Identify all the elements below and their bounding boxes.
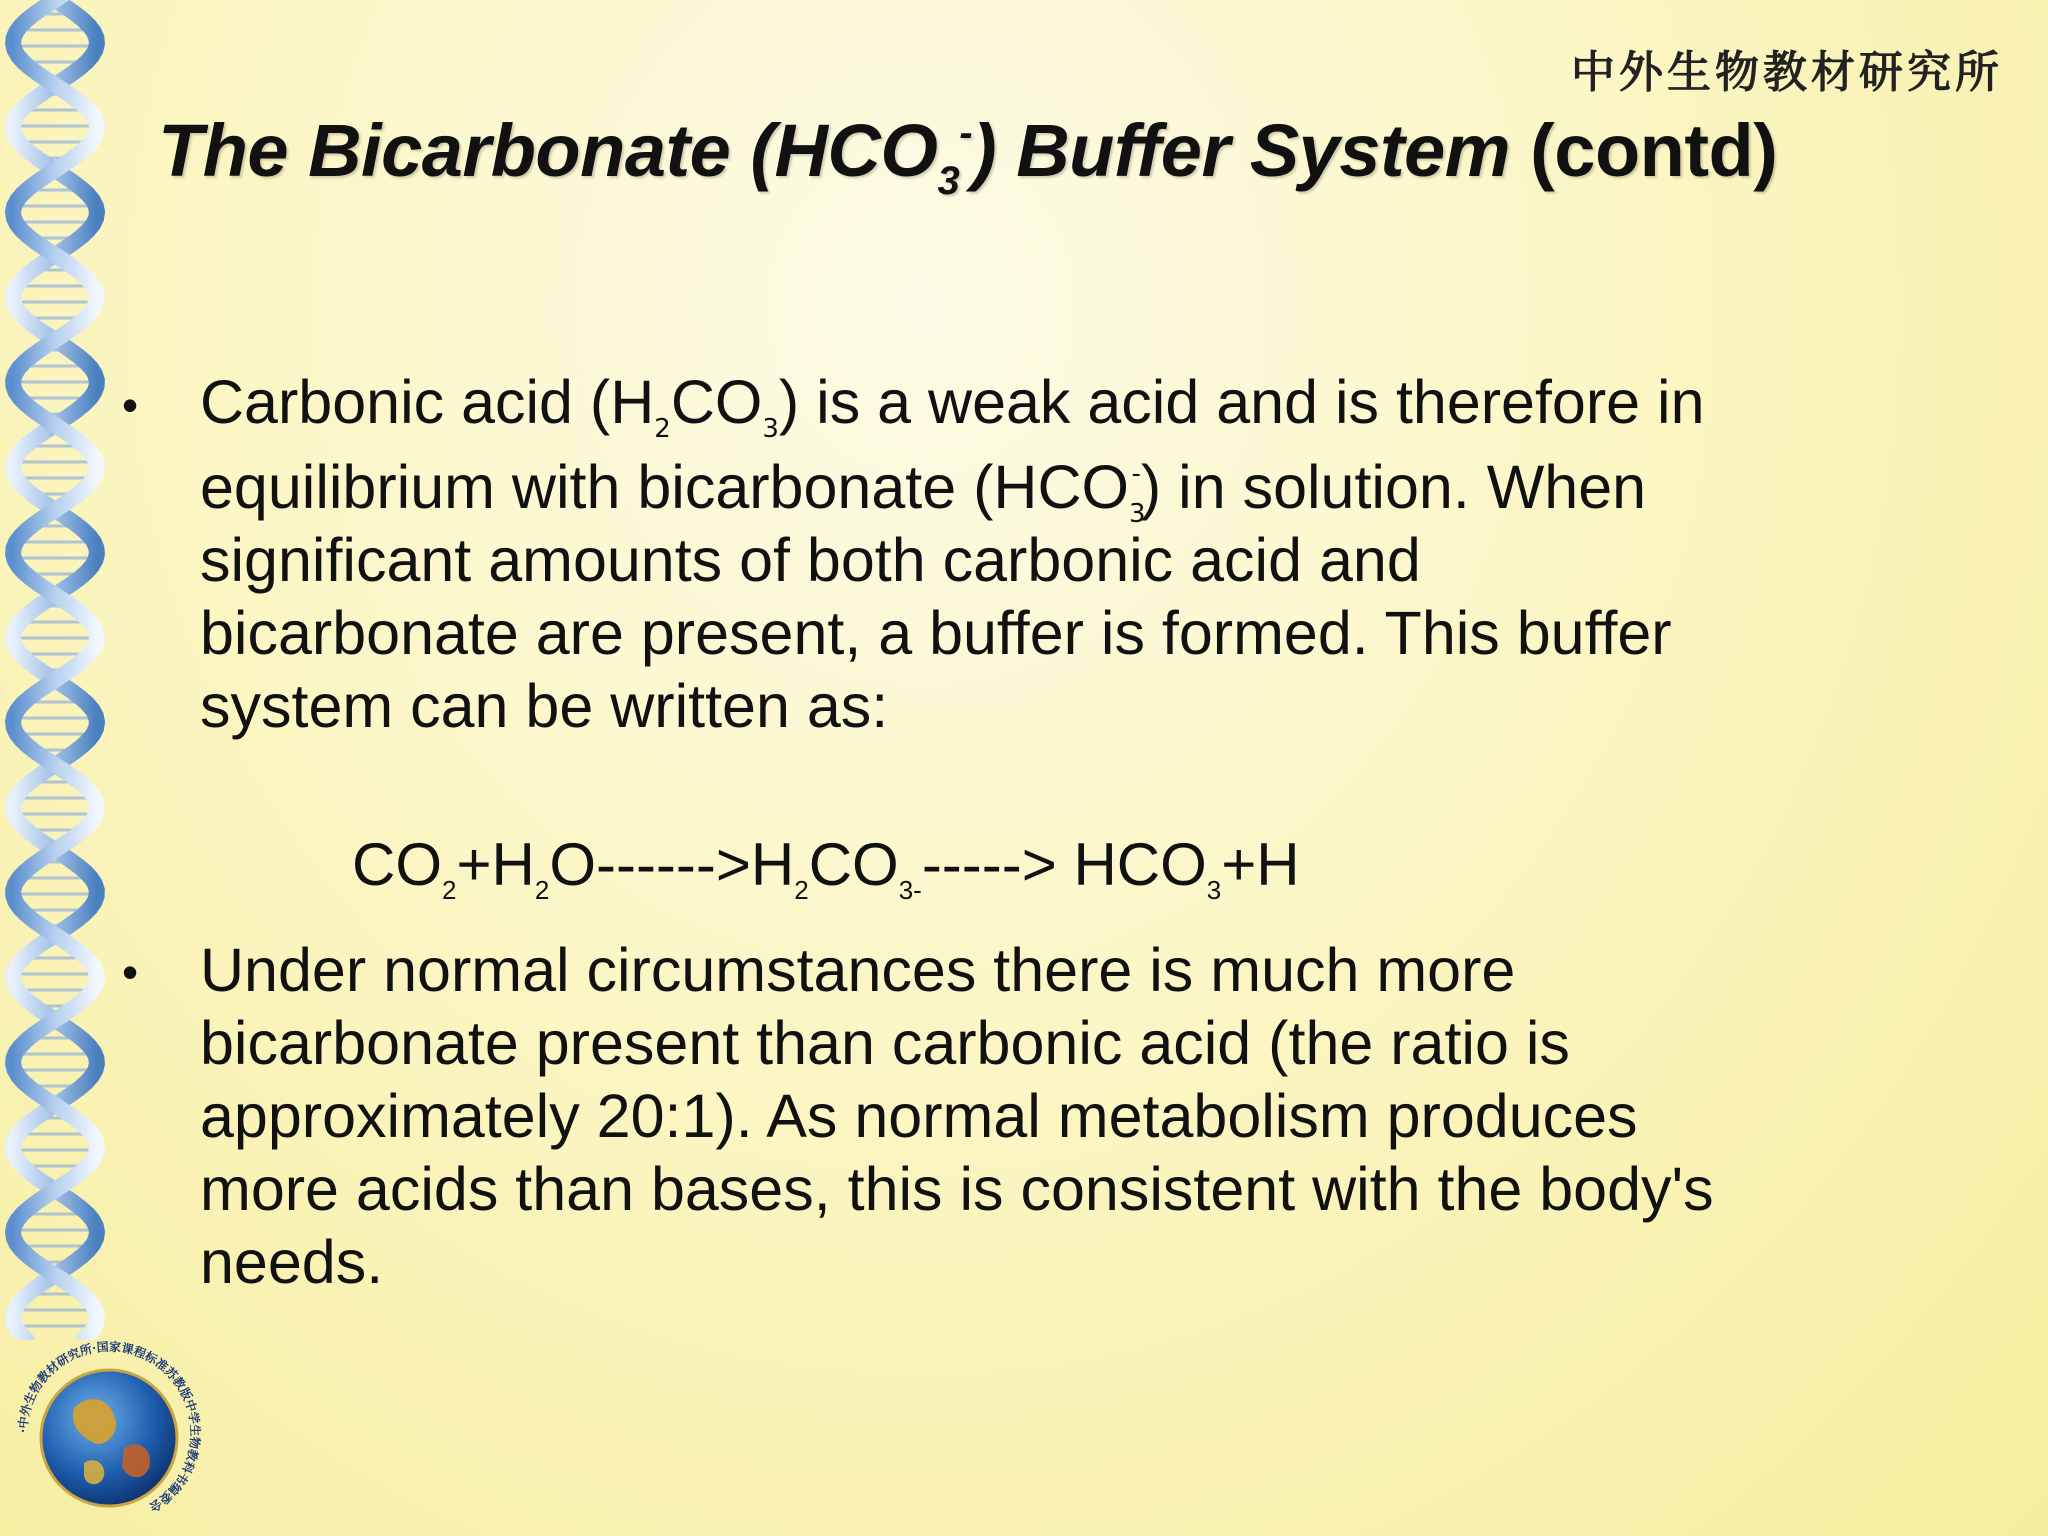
bullet-1-line-1 — [200, 366, 1920, 444]
text-run: ) in solution. When — [1140, 453, 1647, 521]
text-run: ) is a weak acid and is therefore in — [778, 368, 1705, 436]
institute-globe-logo — [14, 1338, 204, 1528]
subscript: 2 — [654, 414, 671, 444]
bullet-1-line-3: significant amounts of both carbonic acid and — [200, 526, 1421, 594]
eq-part: -----> HCO — [921, 831, 1207, 898]
title-subscript: 3 — [937, 159, 960, 203]
text-run: equilibrium with bicarbonate (HCO — [200, 453, 1129, 521]
eq-subscript: 3 — [1206, 875, 1222, 905]
title-superscript: - — [959, 111, 973, 155]
slide-title — [158, 108, 1778, 203]
eq-part: CO — [352, 831, 442, 898]
title-plain-part: (contd) — [1530, 109, 1778, 192]
subscript: 3 — [1128, 499, 1146, 529]
eq-subscript: 2 — [534, 875, 550, 905]
bullet-2-line-3: approximately 20:1). As normal metabolism produces — [200, 1082, 1638, 1150]
logo-ring-text: ·中外生物教材研究所·国家课程标准苏教版中学生物教科书编委会 — [15, 1339, 203, 1515]
title-italic-part: The Bicarbonate (HCO — [158, 109, 938, 192]
eq-subscript: 3- — [898, 875, 922, 905]
text-run: Carbonic acid (H — [200, 368, 655, 436]
superscript: - — [1131, 459, 1141, 489]
bullet-2-line-4: more acids than bases, this is consistent with the body's — [200, 1155, 1714, 1223]
eq-part: O------>H — [549, 831, 795, 898]
eq-subscript: 2 — [794, 875, 809, 905]
eq-part: CO — [808, 831, 899, 898]
bullet-2-line-2: bicarbonate present than carbonic acid (the ratio is — [200, 1009, 1570, 1077]
title-italic-part-2: ) Buffer System — [972, 109, 1511, 192]
eq-part: +H — [456, 831, 535, 898]
buffer-equation — [352, 830, 1300, 905]
text-run: CO — [670, 368, 763, 436]
bullet-1-line-4: bicarbonate are present, a buffer is formed. This buffer — [200, 599, 1672, 667]
dna-helix-decoration — [0, 0, 120, 1340]
bullet-2-line-5: needs. — [200, 1228, 384, 1296]
subscript: 3 — [762, 414, 779, 444]
bullet-paragraph-1 — [200, 366, 1920, 743]
bullet-1-line-2 — [200, 451, 1920, 529]
bullet-2-line-1: Under normal circumstances there is much more — [200, 936, 1516, 1004]
institute-header: 中外生物教材研究所 — [1571, 47, 2003, 98]
bullet-marker-1: • — [122, 379, 139, 431]
bullet-marker-2: • — [122, 946, 139, 998]
bullet-paragraph-2 — [200, 934, 1920, 1299]
eq-part: +H — [1221, 831, 1300, 898]
bullet-1-line-5: system can be written as: — [200, 672, 889, 740]
eq-subscript: 2 — [442, 875, 457, 905]
